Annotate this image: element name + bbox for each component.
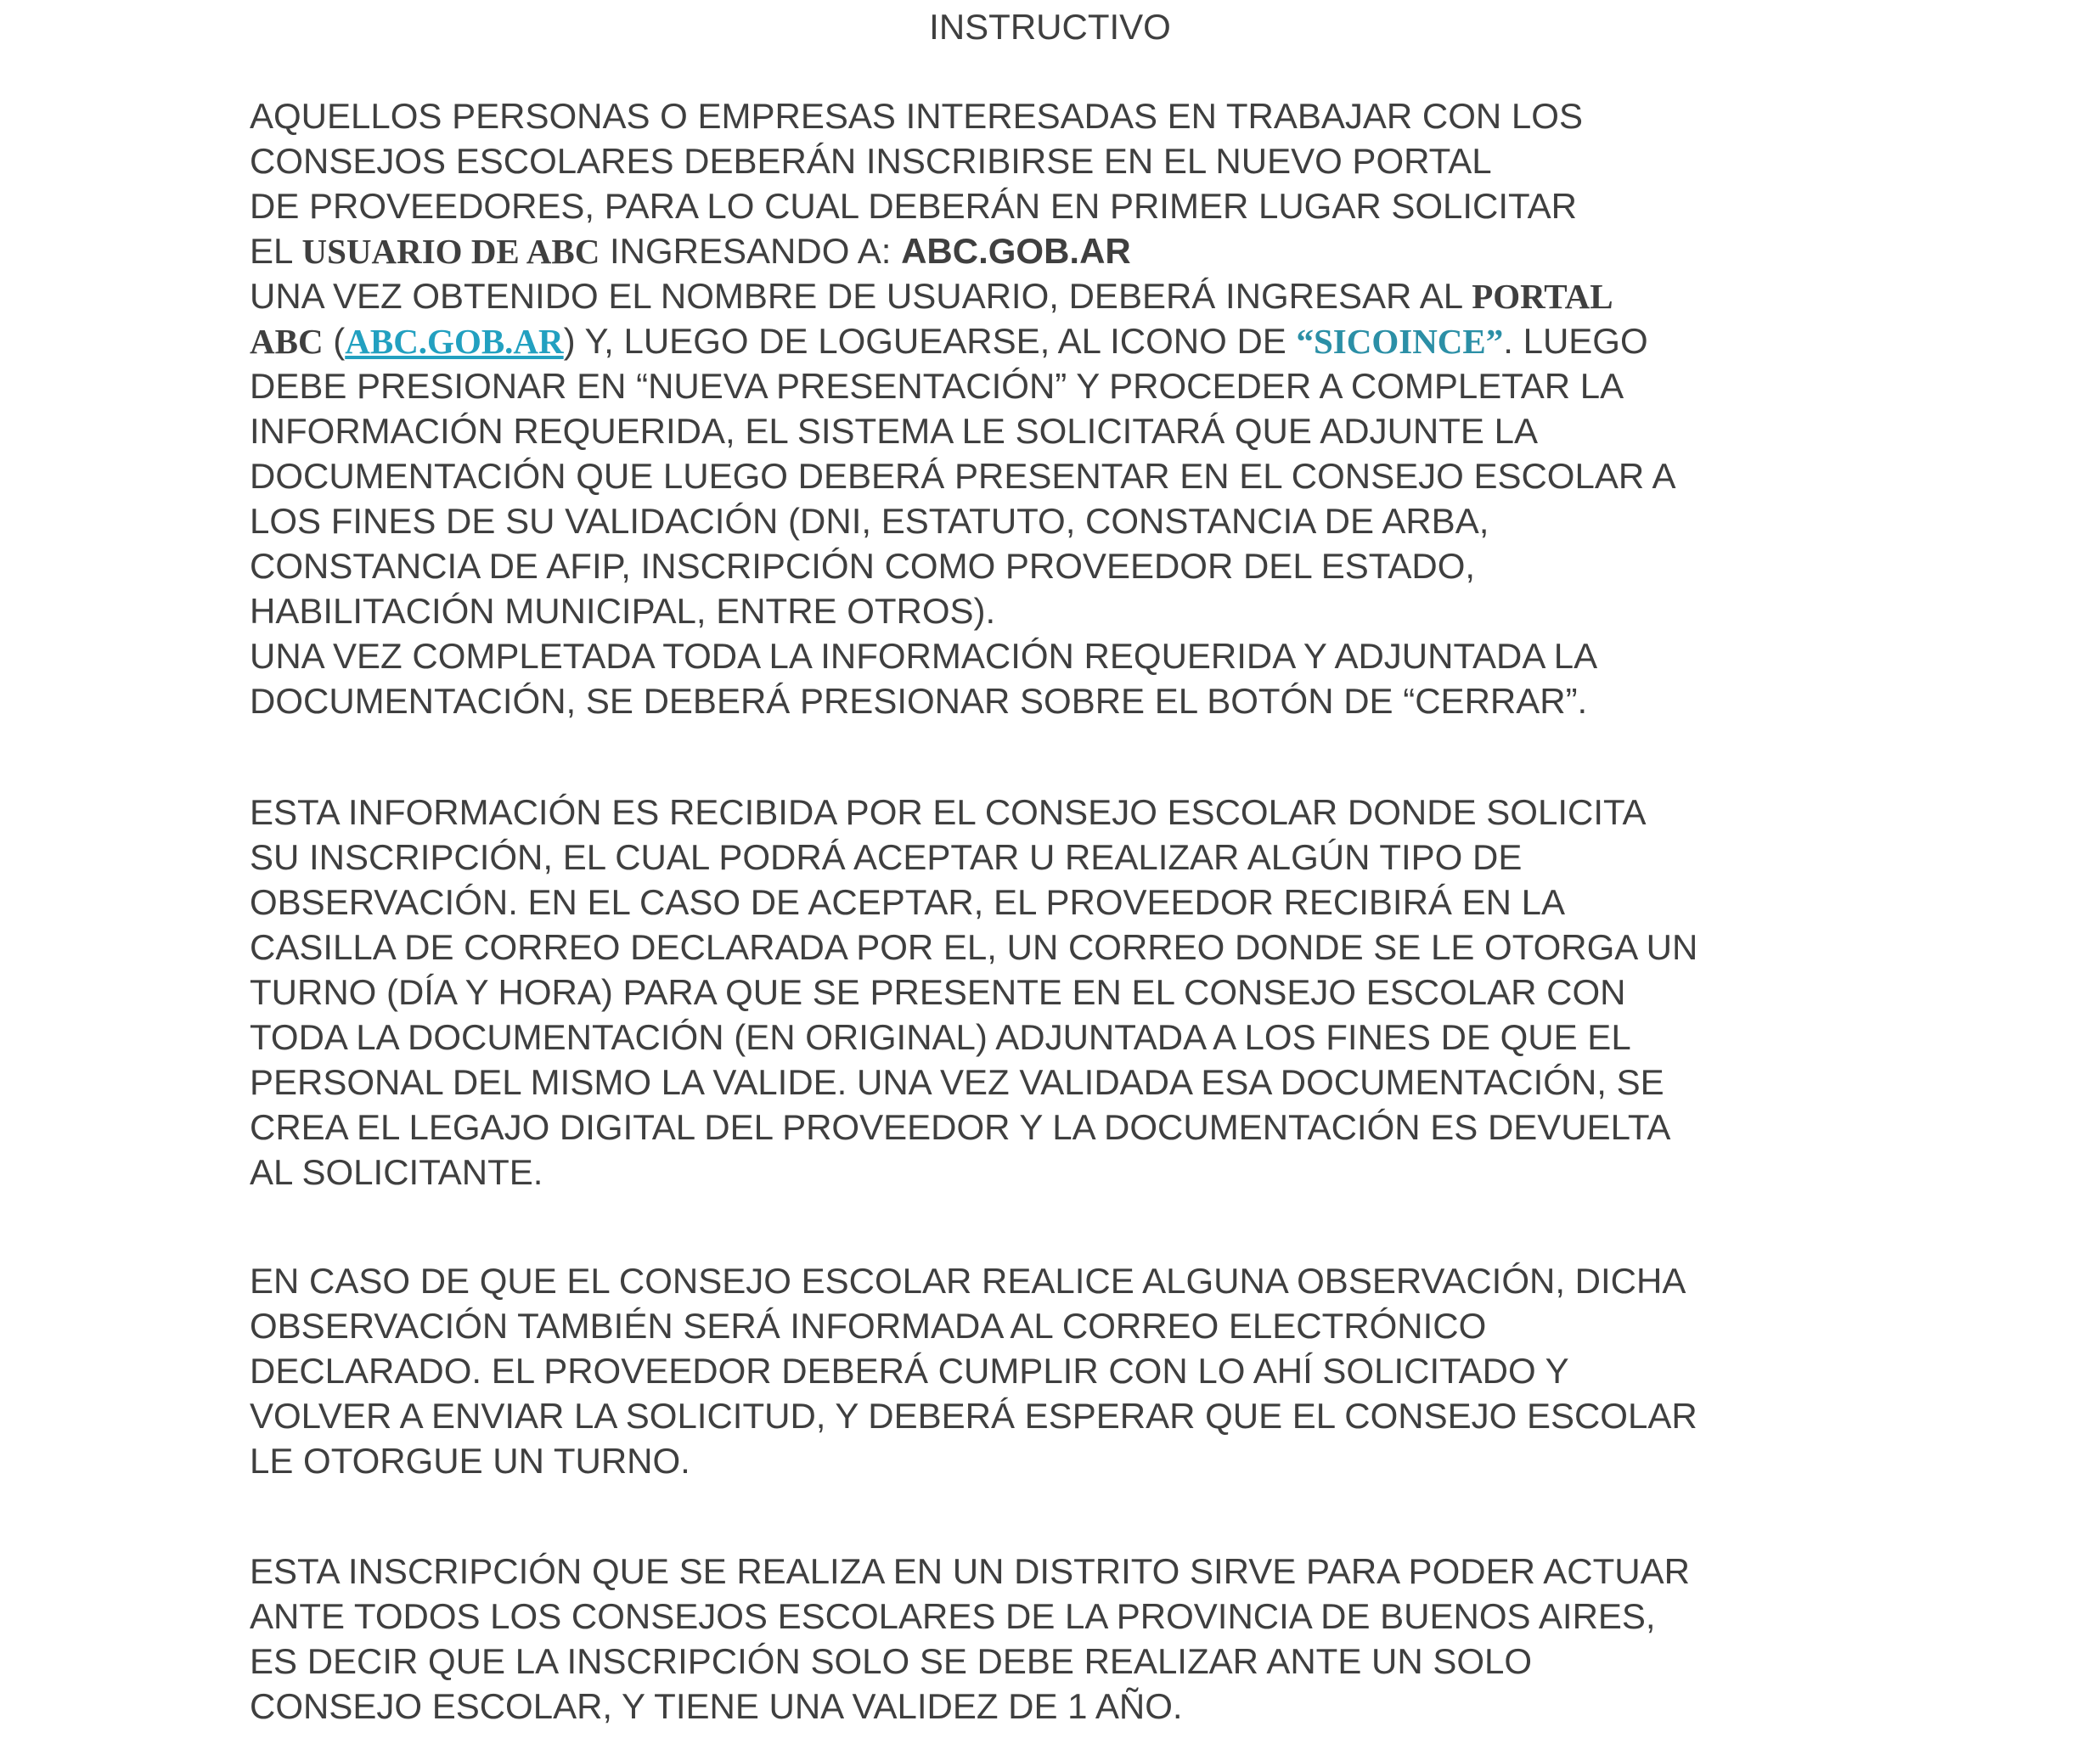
text-run: INGRESANDO A: (600, 231, 902, 271)
paragraph-line: DE PROVEEDORES, PARA LO CUAL DEBERÁN EN PRIMER LUGAR SOLICITAR (250, 186, 1577, 226)
text-run: ) Y, LUEGO DE LOGUEARSE, AL ICONO DE (563, 321, 1297, 361)
paragraph-line: TURNO (DÍA Y HORA) PARA QUE SE PRESENTE EN EL CONSEJO ESCOLAR CON (250, 972, 1626, 1012)
paragraph-line: TODA LA DOCUMENTACIÓN (EN ORIGINAL) ADJUNTADA A LOS FINES DE QUE EL (250, 1017, 1631, 1057)
paragraph-consejo-review (250, 790, 1948, 1195)
paragraph-line: OBSERVACIÓN TAMBIÉN SERÁ INFORMADA AL CORREO ELECTRÓNICO (250, 1306, 1487, 1346)
paragraph-line: ANTE TODOS LOS CONSEJOS ESCOLARES DE LA PROVINCIA DE BUENOS AIRES, (250, 1596, 1656, 1636)
paragraph-line: DEBE PRESIONAR EN “NUEVA PRESENTACIÓN” Y PROCEDER A COMPLETAR LA (250, 366, 1624, 406)
paragraph-line (250, 228, 1948, 273)
abc-emphasis: ABC (250, 322, 324, 361)
text-run: ( (323, 321, 346, 361)
sicoince-emphasis: “SICOINCE” (1296, 322, 1504, 361)
paragraph-registration-steps (250, 93, 1948, 723)
paragraph-line: ESTA INFORMACIÓN ES RECIBIDA POR EL CONSEJO ESCOLAR DONDE SOLICITA (250, 792, 1647, 832)
paragraph-line (250, 273, 1948, 318)
paragraph-line: CONSEJOS ESCOLARES DEBERÁN INSCRIBIRSE EN EL NUEVO PORTAL (250, 141, 1492, 181)
paragraph-line: OBSERVACIÓN. EN EL CASO DE ACEPTAR, EL PROVEEDOR RECIBIRÁ EN LA (250, 882, 1565, 922)
paragraph-line: SU INSCRIPCIÓN, EL CUAL PODRÁ ACEPTAR U REALIZAR ALGÚN TIPO DE (250, 837, 1523, 877)
paragraph-line: INFORMACIÓN REQUERIDA, EL SISTEMA LE SOLICITARÁ QUE ADJUNTE LA (250, 411, 1538, 451)
paragraph-line (250, 318, 1948, 363)
abc-gob-ar-link[interactable]: ABC.GOB.AR (345, 322, 564, 361)
paragraph-validity (250, 1549, 1948, 1729)
paragraph-line: ESTA INSCRIPCIÓN QUE SE REALIZA EN UN DISTRITO SIRVE PARA PODER ACTUAR (250, 1551, 1690, 1591)
portal-emphasis: PORTAL (1472, 277, 1613, 316)
paragraph-line: UNA VEZ COMPLETADA TODA LA INFORMACIÓN REQUERIDA Y ADJUNTADA LA (250, 636, 1598, 676)
paragraph-line: DOCUMENTACIÓN QUE LUEGO DEBERÁ PRESENTAR EN EL CONSEJO ESCOLAR A (250, 456, 1676, 496)
paragraph-observation (250, 1258, 1948, 1483)
paragraph-line: DECLARADO. EL PROVEEDOR DEBERÁ CUMPLIR CON LO AHÍ SOLICITADO Y (250, 1351, 1569, 1391)
paragraph-line: ES DECIR QUE LA INSCRIPCIÓN SOLO SE DEBE REALIZAR ANTE UN SOLO (250, 1641, 1533, 1681)
paragraph-line: DOCUMENTACIÓN, SE DEBERÁ PRESIONAR SOBRE EL BOTÓN DE “CERRAR”. (250, 681, 1588, 721)
text-run: EL (250, 231, 302, 271)
paragraph-line: EN CASO DE QUE EL CONSEJO ESCOLAR REALICE ALGUNA OBSERVACIÓN, DICHA (250, 1261, 1686, 1301)
paragraph-line: PERSONAL DEL MISMO LA VALIDE. UNA VEZ VALIDADA ESA DOCUMENTACIÓN, SE (250, 1062, 1664, 1102)
usuario-de-abc-emphasis: USUARIO DE ABC (301, 232, 600, 271)
text-run: UNA VEZ OBTENIDO EL NOMBRE DE USUARIO, DEBERÁ INGRESAR AL (250, 276, 1472, 316)
abc-gob-ar-emphasis: ABC.GOB.AR (901, 231, 1131, 271)
paragraph-line: VOLVER A ENVIAR LA SOLICITUD, Y DEBERÁ ESPERAR QUE EL CONSEJO ESCOLAR (250, 1396, 1697, 1436)
paragraph-line: CONSEJO ESCOLAR, Y TIENE UNA VALIDEZ DE 1 AÑO. (250, 1686, 1183, 1726)
paragraph-line: AQUELLOS PERSONAS O EMPRESAS INTERESADAS EN TRABAJAR CON LOS (250, 96, 1583, 136)
paragraph-line: CONSTANCIA DE AFIP, INSCRIPCIÓN COMO PROVEEDOR DEL ESTADO, (250, 546, 1476, 586)
text-run: . LUEGO (1503, 321, 1648, 361)
paragraph-line: CREA EL LEGAJO DIGITAL DEL PROVEEDOR Y LA DOCUMENTACIÓN ES DEVUELTA (250, 1107, 1671, 1147)
paragraph-line: LOS FINES DE SU VALIDACIÓN (DNI, ESTATUTO, CONSTANCIA DE ARBA, (250, 501, 1489, 541)
paragraph-line: HABILITACIÓN MUNICIPAL, ENTRE OTROS). (250, 591, 996, 631)
document-title: INSTRUCTIVO (929, 7, 1171, 47)
paragraph-line: AL SOLICITANTE. (250, 1152, 543, 1192)
paragraph-line: LE OTORGUE UN TURNO. (250, 1441, 690, 1481)
paragraph-line: CASILLA DE CORREO DECLARADA POR EL, UN CORREO DONDE SE LE OTORGA UN (250, 927, 1698, 967)
